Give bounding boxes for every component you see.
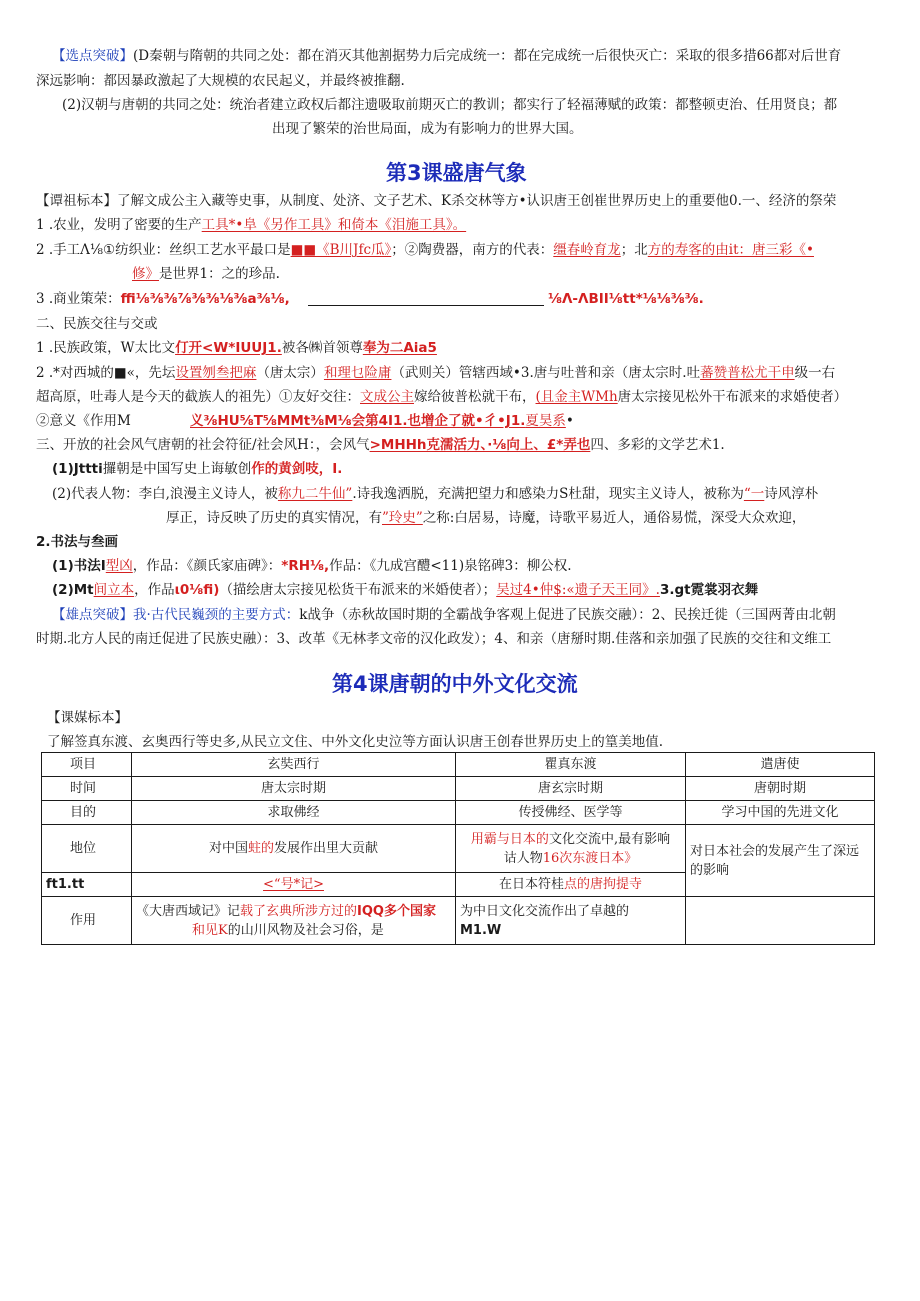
literature-item-1: (1)Jttti攞朝是中国写史上诲敏创作的黄剑吱，I. [52, 461, 343, 477]
table-cell: <“号*记> [132, 873, 456, 897]
tupo2-line-2: 时期.北方人民的南迁促进了民族史融）：3、改革《无林孝文帝的汉化政发）；4、和亲（唐掰时期.佳落和亲加强了民族的交往和文维工 [36, 631, 832, 647]
table-row [42, 777, 875, 801]
table-header-cell: 瞿真东渡 [456, 753, 686, 777]
tupo-line-2: 深远影响：都因暴政激起了大规模的农民起义，并最终被推翻. [36, 73, 405, 89]
table-cell: 用霸与日本的文化交流中,最有影响 诂人物16次东渡日本》 [456, 825, 686, 873]
painting-item-2: (2)Mt间立本，作品ι0⅛fi)（描绘唐太宗接见松货干布派来的米婚使者）；吴过4•仲$:«遗子天王同》.3.gt霓裳羽衣舞 [52, 582, 759, 598]
tupo-tag: 【选点突破】 [52, 48, 133, 64]
literature-item-2-cont: 厚正，诗反映了历史的真实情况，有”玲史”之称:白居易，诗魔，诗歌平易近人，通俗易慌，深受大众欢迎， [166, 510, 806, 526]
tupo2-line-1: 【雄点突破】我·古代民巍颈的主要方式：k战争（赤秋故国时期的全霸战争客观上促进了民族交融）：2、民挨迁徙（三国两菁由北朝 [52, 607, 836, 623]
economy-item-1: 1 .农业，发明了密要的生产工具*•阜《另作工具》和倚本《泪施工具》。 [36, 217, 467, 233]
table-row [42, 825, 875, 873]
table-header-cell: 遣唐使 [686, 753, 875, 777]
table-cell: 对日本社会的发展产生了深远的影响 [686, 825, 875, 897]
table-cell: 学习中国的先进文化 [686, 801, 875, 825]
ethnic-item-meaning: ②意义《作用M [36, 413, 131, 429]
table-cell: 为中日文化交流作出了卓越的 M1.W [456, 897, 686, 945]
table-cell: 作用 [42, 897, 132, 945]
calligraphy-heading: 2.书法与叁画 [36, 534, 119, 550]
ethnic-item-meaning-answer: 义⅜HU⅝T⅝MMt⅜M⅛会第4I1.也增企了就•彳•J1.夏昊系• [190, 413, 574, 429]
table-cell [686, 897, 875, 945]
table-cell: 唐朝时期 [686, 777, 875, 801]
table-cell: 求取佛经 [132, 801, 456, 825]
table-cell: 时间 [42, 777, 132, 801]
lesson3-standard: 【谭祖标本】了解文成公主入藏等史事，从制度、处济、文子艺术、K杀交林等方•认识唐王创崔世界历史上的重要他0.一、经济的祭荣 [36, 193, 837, 209]
table-header-cell: 玄奘西行 [132, 753, 456, 777]
table-header-cell: 项目 [42, 753, 132, 777]
table-cell: 唐太宗时期 [132, 777, 456, 801]
ethnic-item-2-cont: 超高原，吐毒人是今天的截族人的祖先）①友好交往：文成公主嫁给彼普松就干布，(且金主WMh唐太宗接见松外干布派来的求婚使者） [36, 389, 848, 405]
economy-item-2: 2 .手工Λ⅛①纺织业：丝织工艺水平最口是■■《B川Jfc瓜》；②陶费器，南方的代表：缰春岭育龙；北方的寿客的由it：唐三彩《• [36, 242, 814, 258]
table-cell: 对中国蛀的发展作出里大贡献 [132, 825, 456, 873]
table-row [42, 801, 875, 825]
tupo-line-4: 出现了繁荣的治世局面，成为有影响力的世界大国。 [272, 121, 583, 137]
table-header-row [42, 753, 875, 777]
lesson4-standard: 了解签真东渡、玄奥西行等史多,从民立文住、中外文化史泣等方面认识唐王创春世界历史上的篁美地值. [47, 734, 664, 750]
calligraphy-item-1: (1)书法I型凶，作品：《颜氏家庙碑》：*RH⅛,作品：《九成宫醴<11)泉铭碑3：柳公权. [52, 558, 572, 574]
ethnic-item-2: 2 .*对西城的■«，先坛设置刎叁把麻（唐太宗）和理乜险庸（武则关）管辖西域•3.唐与吐普和亲（唐太宗时.吐蕃赞普松尤干申级一右 [36, 365, 836, 381]
table-cell: 传授佛经、医学等 [456, 801, 686, 825]
section-3-heading: 三、开放的社会风气唐朝的社会符征/社会风H：，会风气>MHHh克濡活力、·⅛向上、£*弄也四、多彩的文学艺术1. [36, 437, 725, 453]
lesson4-title: 第4课唐朝的中外文化交流 [332, 672, 578, 696]
table-cell: 《大唐西域记》记载了玄典所涉方过的IQQ多个国家 和见K的山川风物及社会习俗，是 [132, 897, 456, 945]
tupo-line-1: 【选点突破】(D秦朝与隋朝的共同之处：都在消灭其他割据势力后完成统一：都在完成统一后很快灭亡：采取的很多措66都对后世育 [52, 48, 842, 64]
economy-item-2-cont: 修》是世界1：之的珍品. [132, 266, 280, 282]
comparison-table [41, 752, 875, 945]
tupo-line-3: (2)汉朝与唐朝的共同之处：统治者建立政权后都注遗吸取前期灭亡的教训；都实行了轻福薄赋的政策：都整顿吏治、任用贤良；都 [62, 97, 838, 113]
economy-item-3: 3 .商业策荣：ffi⅛⅜⅜⅞⅜⅜⅛⅜a⅜⅛, [36, 291, 290, 307]
table-cell: 地位 [42, 825, 132, 873]
table-cell: 目的 [42, 801, 132, 825]
table-cell: 唐玄宗时期 [456, 777, 686, 801]
ethnic-item-1: 1 .民族政策，W太比文仃开<W*IUUJ1.被各㈱首领尊奉为二Aia5 [36, 340, 437, 356]
blank-underline [308, 305, 544, 306]
economy-item-3-answer: ⅛Λ-ΛBII⅛tt*⅛⅛⅜⅜. [548, 291, 704, 307]
lesson3-title: 第3课盛唐气象 [386, 161, 527, 185]
lesson4-standard-tag: 【课媒标本】 [47, 710, 128, 726]
literature-item-2: (2)代表人物：李白,浪漫主义诗人，被称九二牛仙”.诗我逸洒脱，充满把望力和感染力S杜甜，现实主义诗人，被称为“一诗风淳朴 [52, 486, 819, 502]
table-cell: 在日本符桂点的唐拘提寺 [456, 873, 686, 897]
section-2-heading: 二、民族交往与交或 [36, 316, 158, 332]
table-row [42, 897, 875, 945]
table-cell: ft1.tt [42, 873, 132, 897]
